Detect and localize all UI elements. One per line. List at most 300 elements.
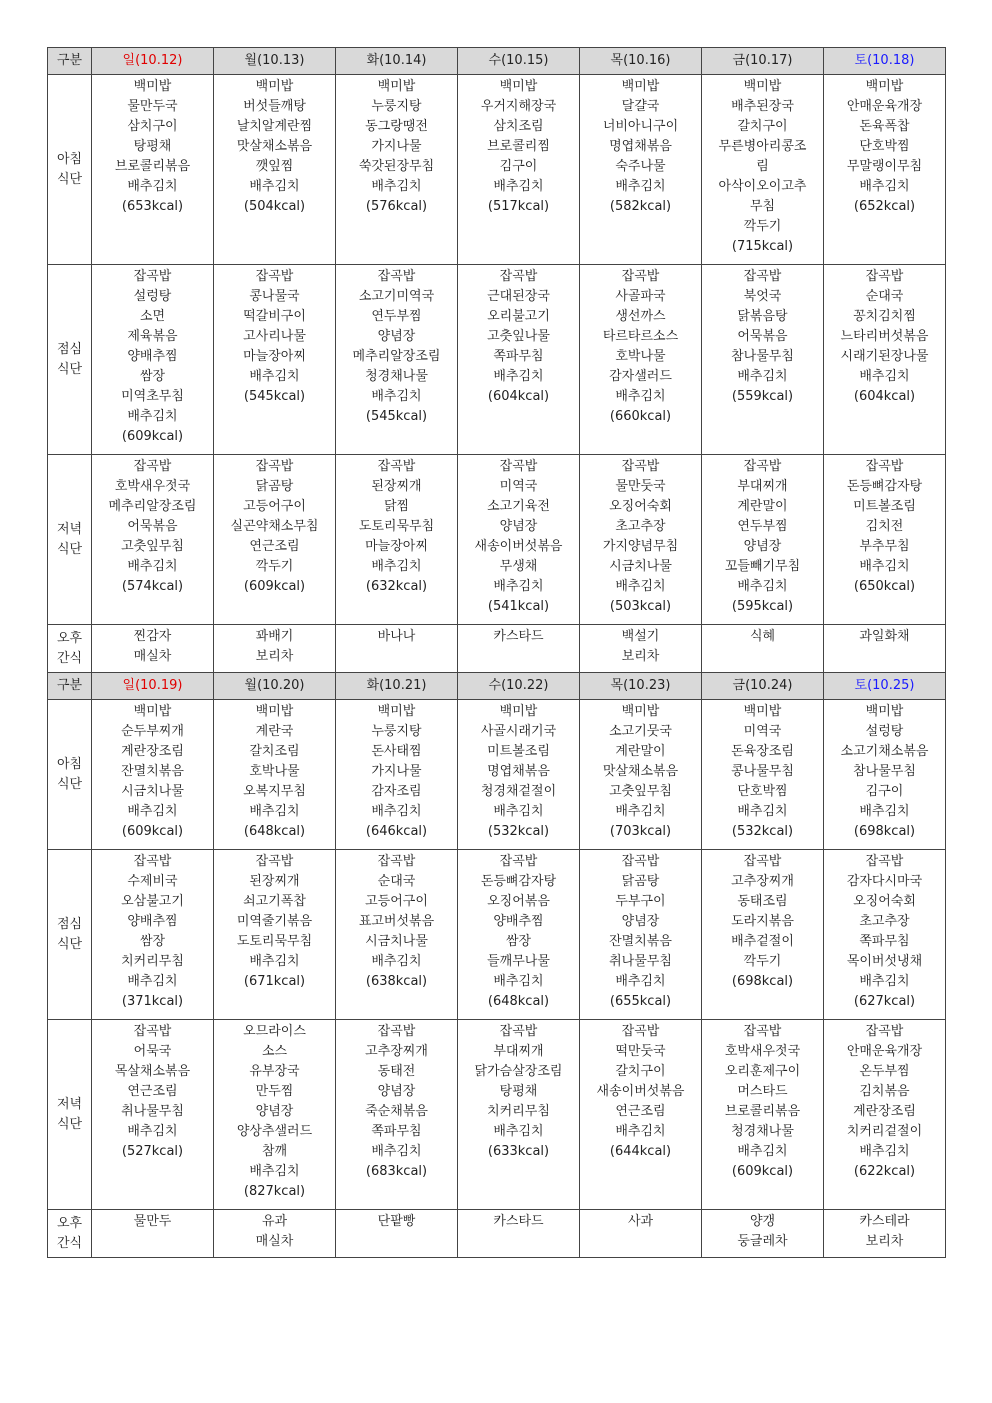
menu-item: (655kcal) xyxy=(609,994,672,1009)
menu-item: 어묵국 xyxy=(133,1044,172,1059)
breakfast-row xyxy=(48,75,946,265)
menu-item: 양배추찜 xyxy=(127,914,178,929)
header-row xyxy=(48,48,946,75)
menu-item: 과일화채 xyxy=(859,629,910,644)
menu-item: 백미밥 xyxy=(255,704,294,719)
lunch-menu-cell xyxy=(702,265,824,455)
menu-item: 된장찌개 xyxy=(249,874,300,889)
menu-item: 닭곰탕 xyxy=(255,479,294,494)
menu-item: 감자샐러드 xyxy=(609,369,672,384)
lunch-menu-cell xyxy=(580,850,702,1020)
menu-item: (541kcal) xyxy=(487,599,550,614)
breakfast-menu-cell xyxy=(824,700,946,850)
menu-item: 미트볼조림 xyxy=(487,744,550,759)
lunch-menu-cell xyxy=(92,265,214,455)
dinner-menu-cell xyxy=(336,455,458,625)
menu-item: (827kcal) xyxy=(243,1184,306,1199)
menu-item: 삼치조림 xyxy=(493,119,544,134)
menu-item: (648kcal) xyxy=(487,994,550,1009)
breakfast-label xyxy=(48,700,92,850)
day-header: 수(10.22) xyxy=(458,673,580,700)
menu-item: 양갱 xyxy=(749,1214,776,1229)
day-header: 월(10.20) xyxy=(214,673,336,700)
menu-item: 된장찌개 xyxy=(371,479,422,494)
menu-item: (532kcal) xyxy=(731,824,794,839)
dinner-label xyxy=(48,455,92,625)
menu-item: 무른병아리콩조 xyxy=(718,139,807,154)
menu-item: 연근조림 xyxy=(127,1084,178,1099)
menu-item: 배추김치 xyxy=(493,804,544,819)
menu-item: 단팥빵 xyxy=(377,1214,416,1229)
menu-item: 백미밥 xyxy=(377,704,416,719)
breakfast-menu-cell xyxy=(458,700,580,850)
menu-item: 감자다시마국 xyxy=(846,874,923,889)
dinner-menu-cell xyxy=(92,1020,214,1210)
meal-label-line: 식단 xyxy=(56,1116,83,1132)
menu-item: 배추김치 xyxy=(249,1164,300,1179)
menu-item: 감자조림 xyxy=(371,784,422,799)
menu-item: 새송이버섯볶음 xyxy=(596,1084,685,1099)
menu-item: 양배추찜 xyxy=(493,914,544,929)
menu-item: 깍두기 xyxy=(255,559,294,574)
snack-menu-cell xyxy=(580,625,702,673)
menu-item: 배추김치 xyxy=(615,579,666,594)
lunch-row xyxy=(48,850,946,1020)
menu-item: 호박나물 xyxy=(249,764,300,779)
menu-item: (559kcal) xyxy=(731,389,794,404)
menu-item: 연근조림 xyxy=(249,539,300,554)
dinner-menu-cell xyxy=(458,455,580,625)
meal-label-line: 저녁 xyxy=(56,1096,83,1112)
menu-item: 잡곡밥 xyxy=(865,854,904,869)
menu-item: 날치알계란찜 xyxy=(236,119,313,134)
menu-item: 브로콜리찜 xyxy=(487,139,550,154)
menu-item: 표고버섯볶음 xyxy=(358,914,435,929)
menu-item: 오리훈제구이 xyxy=(724,1064,801,1079)
menu-item: 연두부찜 xyxy=(371,309,422,324)
meal-label-line: 점심 xyxy=(56,916,83,932)
lunch-menu-cell xyxy=(580,265,702,455)
menu-item: 사골시래기국 xyxy=(480,724,557,739)
menu-item: 배추김치 xyxy=(859,559,910,574)
menu-item: 잡곡밥 xyxy=(377,1024,416,1039)
menu-item: 배추김치 xyxy=(493,179,544,194)
lunch-menu-cell xyxy=(214,850,336,1020)
menu-item: 우거지해장국 xyxy=(480,99,557,114)
menu-item: 마늘장아찌 xyxy=(365,539,428,554)
menu-item: 잡곡밥 xyxy=(499,1024,538,1039)
menu-item: 바나나 xyxy=(377,629,416,644)
snack-label xyxy=(48,1210,92,1258)
menu-item: (648kcal) xyxy=(243,824,306,839)
menu-item: 도라지볶음 xyxy=(731,914,794,929)
menu-item: 식혜 xyxy=(749,629,776,644)
meal-label-line: 간식 xyxy=(56,1235,83,1251)
menu-item: 참나물무침 xyxy=(731,349,794,364)
breakfast-menu-cell xyxy=(580,700,702,850)
menu-item: 백미밥 xyxy=(255,79,294,94)
snack-label xyxy=(48,625,92,673)
menu-item: (595kcal) xyxy=(731,599,794,614)
menu-item: 사골파국 xyxy=(615,289,666,304)
menu-item: 유부장국 xyxy=(249,1064,300,1079)
day-header: 토(10.25) xyxy=(824,673,946,700)
menu-item: 양념장 xyxy=(743,539,782,554)
lunch-menu-cell xyxy=(702,850,824,1020)
meal-label-line: 식단 xyxy=(56,361,83,377)
menu-item: 물만두 xyxy=(133,1214,172,1229)
menu-item: (633kcal) xyxy=(487,1144,550,1159)
meal-label-line: 저녁 xyxy=(56,521,83,537)
menu-item: 둥글레차 xyxy=(737,1234,788,1249)
menu-item: 치커리무침 xyxy=(487,1104,550,1119)
menu-item: 돈등뼈감자탕 xyxy=(846,479,923,494)
menu-item: 카스테라 xyxy=(859,1214,910,1229)
day-header: 목(10.16) xyxy=(580,48,702,75)
snack-row xyxy=(48,625,946,673)
menu-item: 배추김치 xyxy=(737,1144,788,1159)
menu-item: 닭찜 xyxy=(383,499,410,514)
menu-item: (650kcal) xyxy=(853,579,916,594)
menu-item: 백미밥 xyxy=(865,704,904,719)
menu-item: 갈치구이 xyxy=(737,119,788,134)
day-header: 일(10.19) xyxy=(92,673,214,700)
menu-item: 쪽파무침 xyxy=(493,349,544,364)
menu-item: 백미밥 xyxy=(621,704,660,719)
menu-item: 배추김치 xyxy=(249,369,300,384)
meal-label-line: 식단 xyxy=(56,171,83,187)
menu-item: 수제비국 xyxy=(127,874,178,889)
menu-item: 제육볶음 xyxy=(127,329,178,344)
menu-item: 단호박찜 xyxy=(859,139,910,154)
day-header: 목(10.23) xyxy=(580,673,702,700)
lunch-menu-cell xyxy=(336,850,458,1020)
snack-menu-cell xyxy=(458,625,580,673)
menu-item: 배추김치 xyxy=(859,369,910,384)
menu-item: (698kcal) xyxy=(731,974,794,989)
menu-item: 잡곡밥 xyxy=(499,269,538,284)
menu-item: 잔멸치볶음 xyxy=(121,764,184,779)
menu-item: 삼치구이 xyxy=(127,119,178,134)
menu-item: (632kcal) xyxy=(365,579,428,594)
menu-item: 브로콜리볶음 xyxy=(114,159,191,174)
menu-item: 배추김치 xyxy=(493,579,544,594)
menu-item: 고춧잎무침 xyxy=(609,784,672,799)
menu-item: 잡곡밥 xyxy=(499,854,538,869)
menu-item: (715kcal) xyxy=(731,239,794,254)
menu-item: (609kcal) xyxy=(121,824,184,839)
breakfast-menu-cell xyxy=(580,75,702,265)
menu-item: 유과 xyxy=(261,1214,288,1229)
menu-item: 누룽지탕 xyxy=(371,724,422,739)
menu-item: 백미밥 xyxy=(499,704,538,719)
menu-item: (698kcal) xyxy=(853,824,916,839)
menu-item: 아삭이오이고추 xyxy=(718,179,807,194)
lunch-menu-cell xyxy=(458,850,580,1020)
menu-item: (609kcal) xyxy=(121,429,184,444)
menu-item: 두부구이 xyxy=(615,894,666,909)
snack-menu-cell xyxy=(824,625,946,673)
breakfast-menu-cell xyxy=(336,700,458,850)
menu-item: 오징어숙회 xyxy=(853,894,916,909)
dinner-menu-cell xyxy=(214,1020,336,1210)
menu-item: 배추김치 xyxy=(127,559,178,574)
menu-item: (545kcal) xyxy=(365,409,428,424)
lunch-menu-cell xyxy=(336,265,458,455)
breakfast-menu-cell xyxy=(458,75,580,265)
menu-item: (604kcal) xyxy=(487,389,550,404)
menu-item: (646kcal) xyxy=(365,824,428,839)
menu-item: 설렁탕 xyxy=(865,724,904,739)
menu-item: 물만두국 xyxy=(127,99,178,114)
menu-item: 고춧잎무침 xyxy=(121,539,184,554)
meal-label-line: 식단 xyxy=(56,541,83,557)
lunch-row xyxy=(48,265,946,455)
menu-item: 잡곡밥 xyxy=(865,1024,904,1039)
snack-row xyxy=(48,1210,946,1258)
menu-item: 탕평채 xyxy=(133,139,172,154)
menu-item: 배추김치 xyxy=(859,974,910,989)
menu-item: 취나물무침 xyxy=(609,954,672,969)
menu-item: 배추김치 xyxy=(737,579,788,594)
menu-item: 카스타드 xyxy=(493,1214,544,1229)
menu-item: (371kcal) xyxy=(121,994,184,1009)
menu-item: 배추김치 xyxy=(493,974,544,989)
menu-item: 잡곡밥 xyxy=(255,459,294,474)
meal-label-line: 식단 xyxy=(56,776,83,792)
menu-item: 만두찜 xyxy=(255,1084,294,1099)
menu-item: 배추김치 xyxy=(127,804,178,819)
menu-item: 깍두기 xyxy=(743,954,782,969)
menu-item: 양념장 xyxy=(255,1104,294,1119)
menu-item: (671kcal) xyxy=(243,974,306,989)
menu-item: 배추김치 xyxy=(249,954,300,969)
menu-item: 배추김치 xyxy=(127,1124,178,1139)
menu-item: 도토리묵무침 xyxy=(236,934,313,949)
menu-item: 치커리겉절이 xyxy=(846,1124,923,1139)
lunch-menu-cell xyxy=(92,850,214,1020)
menu-item: 미역국 xyxy=(743,724,782,739)
menu-item: 잡곡밥 xyxy=(377,854,416,869)
menu-item: 취나물무침 xyxy=(121,1104,184,1119)
menu-item: 닭곰탕 xyxy=(621,874,660,889)
menu-item: 온두부찜 xyxy=(859,1064,910,1079)
snack-menu-cell xyxy=(824,1210,946,1258)
menu-item: 소스 xyxy=(261,1044,288,1059)
menu-item: 떡갈비구이 xyxy=(243,309,306,324)
menu-item: 시금치나물 xyxy=(121,784,184,799)
menu-item: 타르타르소스 xyxy=(602,329,679,344)
menu-item: 메추리알장조림 xyxy=(108,499,197,514)
dinner-menu-cell xyxy=(92,455,214,625)
menu-item: 잡곡밥 xyxy=(499,459,538,474)
menu-item: 배추김치 xyxy=(859,179,910,194)
dinner-label xyxy=(48,1020,92,1210)
menu-item: 북엇국 xyxy=(743,289,782,304)
menu-item: 잡곡밥 xyxy=(743,854,782,869)
meal-plan-table xyxy=(47,47,946,1258)
menu-item: (517kcal) xyxy=(487,199,550,214)
menu-item: (576kcal) xyxy=(365,199,428,214)
menu-item: 매실차 xyxy=(133,649,172,664)
menu-item: 근대된장국 xyxy=(487,289,550,304)
menu-item: 배추겉절이 xyxy=(731,934,794,949)
menu-item: 배추김치 xyxy=(859,1144,910,1159)
menu-item: 미역초무침 xyxy=(121,389,184,404)
breakfast-menu-cell xyxy=(702,75,824,265)
menu-item: 배추김치 xyxy=(737,804,788,819)
menu-item: 고등어구이 xyxy=(365,894,428,909)
menu-item: 생선까스 xyxy=(615,309,666,324)
menu-item: 오복지무침 xyxy=(243,784,306,799)
menu-item: 계란장조림 xyxy=(121,744,184,759)
menu-item: (503kcal) xyxy=(609,599,672,614)
menu-item: 오므라이스 xyxy=(243,1024,306,1039)
header-row xyxy=(48,673,946,700)
day-header: 수(10.15) xyxy=(458,48,580,75)
menu-item: 보리차 xyxy=(621,649,660,664)
menu-item: (604kcal) xyxy=(853,389,916,404)
menu-item: (638kcal) xyxy=(365,974,428,989)
dinner-row xyxy=(48,1020,946,1210)
menu-item: 배추김치 xyxy=(493,369,544,384)
lunch-menu-cell xyxy=(824,265,946,455)
meal-label-line: 점심 xyxy=(56,341,83,357)
menu-item: 호박새우젓국 xyxy=(114,479,191,494)
menu-item: 청경채나물 xyxy=(731,1124,794,1139)
menu-item: 배추김치 xyxy=(615,804,666,819)
meal-label-line: 아침 xyxy=(56,756,83,772)
menu-item: 동태조림 xyxy=(737,894,788,909)
menu-item: 잡곡밥 xyxy=(865,459,904,474)
menu-item: 어묵볶음 xyxy=(127,519,178,534)
menu-item: 백미밥 xyxy=(133,704,172,719)
menu-item: 찐감자 xyxy=(133,629,172,644)
menu-item: 꽈배기 xyxy=(255,629,294,644)
menu-item: 안매운육개장 xyxy=(846,99,923,114)
dinner-menu-cell xyxy=(458,1020,580,1210)
menu-item: 오리불고기 xyxy=(487,309,550,324)
menu-item: 배추된장국 xyxy=(731,99,794,114)
menu-item: 고사리나물 xyxy=(243,329,306,344)
meal-label-line: 식단 xyxy=(56,936,83,952)
menu-item: 소고기미역국 xyxy=(358,289,435,304)
snack-menu-cell xyxy=(214,1210,336,1258)
menu-item: 순두부찌개 xyxy=(121,724,184,739)
menu-item: 양념장 xyxy=(499,519,538,534)
header-label: 구분 xyxy=(48,48,92,75)
menu-item: 계란장조림 xyxy=(853,1104,916,1119)
breakfast-row xyxy=(48,700,946,850)
menu-item: 탕평채 xyxy=(499,1084,538,1099)
header-label: 구분 xyxy=(48,673,92,700)
menu-item: 부대찌개 xyxy=(737,479,788,494)
menu-item: 죽순채볶음 xyxy=(365,1104,428,1119)
menu-item: 참깨 xyxy=(261,1144,288,1159)
snack-menu-cell xyxy=(702,625,824,673)
menu-item: 양념장 xyxy=(377,1084,416,1099)
menu-item: 시금치나물 xyxy=(609,559,672,574)
menu-item: 콩나물국 xyxy=(249,289,300,304)
menu-item: 백미밥 xyxy=(499,79,538,94)
menu-item: 목살채소볶음 xyxy=(114,1064,191,1079)
menu-item: 미역국 xyxy=(499,479,538,494)
menu-item: 쇠고기폭찹 xyxy=(243,894,306,909)
menu-item: 무말랭이무침 xyxy=(846,159,923,174)
menu-item: 잔멸치볶음 xyxy=(609,934,672,949)
menu-item: 보리차 xyxy=(255,649,294,664)
menu-item: 새송이버섯볶음 xyxy=(474,539,563,554)
menu-item: 김구이 xyxy=(865,784,904,799)
menu-item: 잡곡밥 xyxy=(743,459,782,474)
menu-item: 배추김치 xyxy=(371,389,422,404)
menu-item: 미트볼조림 xyxy=(853,499,916,514)
menu-item: 배추김치 xyxy=(859,804,910,819)
menu-item: 백미밥 xyxy=(865,79,904,94)
menu-item: (609kcal) xyxy=(731,1164,794,1179)
menu-item: 꼬들빼기무침 xyxy=(724,559,801,574)
menu-item: 돈사태찜 xyxy=(371,744,422,759)
breakfast-menu-cell xyxy=(92,75,214,265)
menu-item: 배추김치 xyxy=(371,954,422,969)
menu-item: 배추김치 xyxy=(249,804,300,819)
snack-menu-cell xyxy=(214,625,336,673)
menu-item: 치커리무침 xyxy=(121,954,184,969)
menu-item: 잡곡밥 xyxy=(621,1024,660,1039)
menu-item: 꽁치김치찜 xyxy=(853,309,916,324)
menu-item: 쑥갓된장무침 xyxy=(358,159,435,174)
meal-label-line: 오후 xyxy=(56,630,83,646)
menu-item: 안매운육개장 xyxy=(846,1044,923,1059)
menu-item: 연두부찜 xyxy=(737,519,788,534)
day-header: 일(10.12) xyxy=(92,48,214,75)
lunch-label xyxy=(48,850,92,1020)
menu-item: 미역줄기볶음 xyxy=(236,914,313,929)
breakfast-menu-cell xyxy=(824,75,946,265)
menu-item: 김치전 xyxy=(865,519,904,534)
menu-item: (545kcal) xyxy=(243,389,306,404)
menu-item: 초고추장 xyxy=(859,914,910,929)
menu-item: 달걀국 xyxy=(621,99,660,114)
menu-item: 배추김치 xyxy=(127,179,178,194)
menu-item: 계란말이 xyxy=(615,744,666,759)
menu-item: 설렁탕 xyxy=(133,289,172,304)
menu-item: 양상추샐러드 xyxy=(236,1124,313,1139)
menu-item: 백미밥 xyxy=(743,79,782,94)
menu-item: 배추김치 xyxy=(127,409,178,424)
menu-item: 물만둣국 xyxy=(615,479,666,494)
menu-item: 도토리묵무침 xyxy=(358,519,435,534)
menu-item: 부대찌개 xyxy=(493,1044,544,1059)
dinner-menu-cell xyxy=(580,455,702,625)
menu-item: (703kcal) xyxy=(609,824,672,839)
menu-item: 배추김치 xyxy=(615,974,666,989)
menu-item: 부추무침 xyxy=(859,539,910,554)
menu-item: 소고기육전 xyxy=(487,499,550,514)
menu-item: 배추김치 xyxy=(249,179,300,194)
lunch-menu-cell xyxy=(458,265,580,455)
menu-item: 느타리버섯볶음 xyxy=(840,329,929,344)
breakfast-menu-cell xyxy=(336,75,458,265)
menu-item: 오삼불고기 xyxy=(121,894,184,909)
menu-item: 쌈장 xyxy=(505,934,532,949)
menu-item: 호박새우젓국 xyxy=(724,1044,801,1059)
lunch-menu-cell xyxy=(824,850,946,1020)
menu-item: (532kcal) xyxy=(487,824,550,839)
menu-item: 잡곡밥 xyxy=(255,269,294,284)
menu-item: 사과 xyxy=(627,1214,654,1229)
snack-menu-cell xyxy=(336,625,458,673)
